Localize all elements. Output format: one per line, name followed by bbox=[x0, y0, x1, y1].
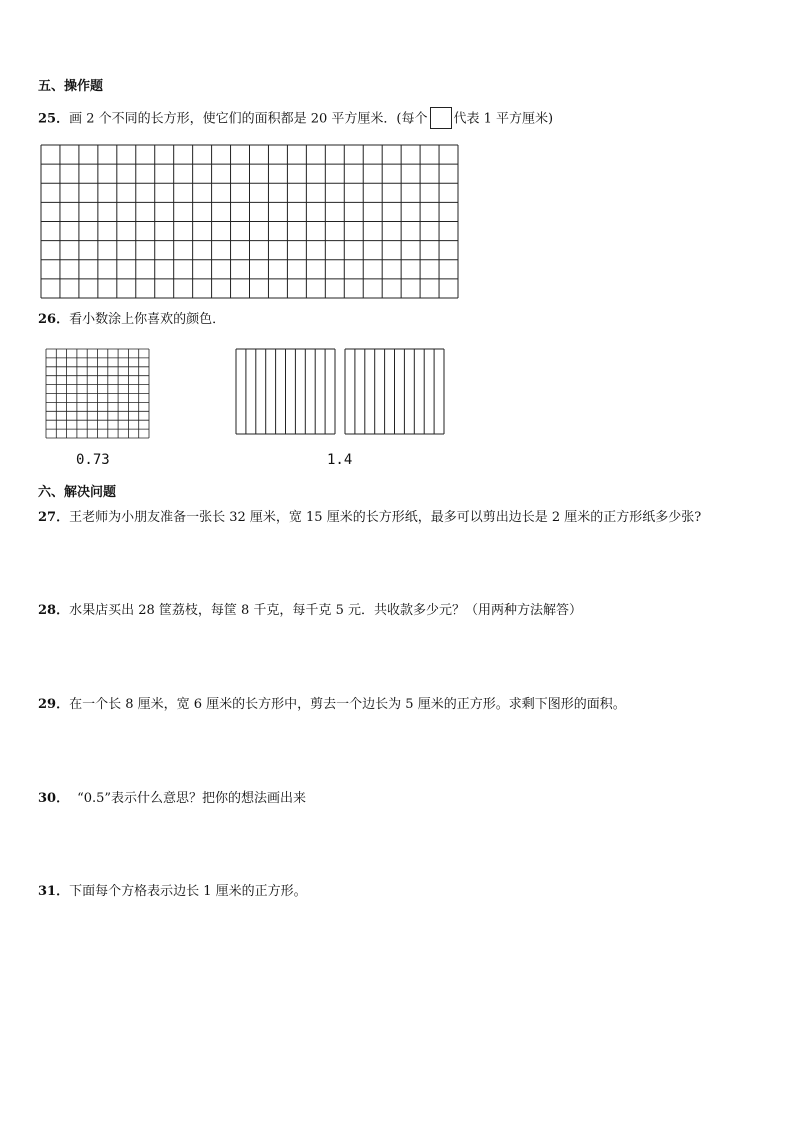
question-number: 31． bbox=[38, 884, 70, 899]
question-29 bbox=[38, 697, 626, 713]
question-30 bbox=[38, 791, 306, 807]
section-five-title: 五、操作题 bbox=[38, 79, 104, 94]
hundredths-grid[interactable] bbox=[45, 348, 150, 439]
question-27-text: 王老师为小朋友准备一张长 32 厘米，宽 15 厘米的长方形纸，最多可以剪出边长是 2 厘米的正方形纸多少张? bbox=[69, 510, 702, 525]
unit-square-icon bbox=[430, 107, 452, 129]
tenths-strip-rect-2[interactable] bbox=[344, 348, 445, 435]
question-number: 29． bbox=[38, 697, 70, 712]
question-number: 28． bbox=[38, 603, 70, 618]
question-28 bbox=[38, 603, 582, 619]
question-25 bbox=[38, 108, 553, 130]
question-number: 26． bbox=[38, 312, 70, 327]
question-25-text-before: 画 2 个不同的长方形，使它们的面积都是 20 平方厘米．(每个 bbox=[69, 111, 428, 127]
tenths-strip-rect-1[interactable] bbox=[235, 348, 336, 435]
decimal-label-1-4: 1.4 bbox=[327, 452, 353, 468]
question-28-text: 水果店买出 28 筐荔枝，每筐 8 千克，每千克 5 元．共收款多少元？（用两种方法解答） bbox=[69, 603, 582, 618]
question-number: 30． bbox=[38, 791, 70, 806]
question-26-text: 看小数涂上你喜欢的颜色． bbox=[69, 312, 226, 327]
area-drawing-grid[interactable] bbox=[40, 144, 459, 299]
question-30-text: “0.5”表示什么意思？把你的想法画出来 bbox=[77, 791, 307, 806]
question-25-text-after: 代表 1 平方厘米) bbox=[453, 111, 554, 127]
question-number: 27． bbox=[38, 510, 70, 525]
question-26 bbox=[38, 312, 225, 328]
question-31 bbox=[38, 884, 307, 900]
question-number: 25． bbox=[38, 111, 70, 127]
section-six-title: 六、解决问题 bbox=[38, 485, 117, 500]
question-27 bbox=[38, 510, 701, 526]
question-31-text: 下面每个方格表示边长 1 厘米的正方形。 bbox=[69, 884, 307, 899]
decimal-label-0-73: 0.73 bbox=[76, 452, 110, 468]
question-29-text: 在一个长 8 厘米，宽 6 厘米的长方形中，剪去一个边长为 5 厘米的正方形。求剩下图形的面积。 bbox=[69, 697, 626, 712]
